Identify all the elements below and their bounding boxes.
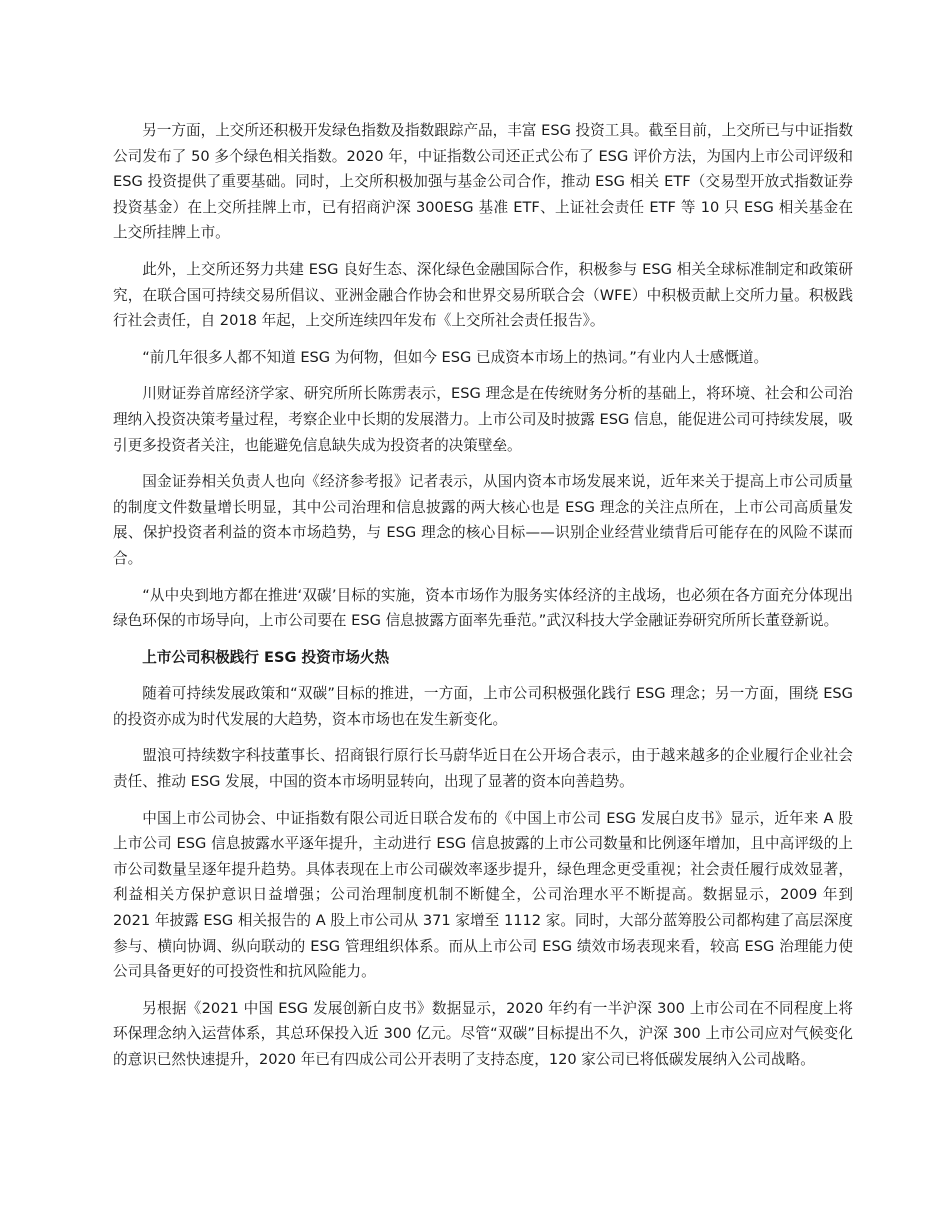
paragraph-chencai-comment: 川财证券首席经济学家、研究所所长陈雳表示，ESG 理念是在传统财务分析的基础上，将环境、社会和公司治理纳入投资决策考量过程，考察企业中长期的发展潜力。上市公司及时披露 ESG 信息，能促进公司可持续发展，吸引更多投资者关注，也能避免信息缺失成为投资者的决策壁垒。 [113, 385, 853, 454]
paragraph-guojin-comment: 国金证券相关负责人也向《经济参考报》记者表示，从国内资本市场发展来说，近年来关于提高上市公司质量的制度文件数量增长明显，其中公司治理和信息披露的两大核心也是 ESG 理念的关注点所在，上市公司高质量发展、保护投资者利益的资本市场趋势，与 ESG 理念的核心目标——识别企业经营业绩背后可能存在的风险不谋而合。 [113, 473, 853, 567]
paragraph-2021-white-paper: 另根据《2021 中国 ESG 发展创新白皮书》数据显示，2020 年约有一半沪深 300 上市公司在不同程度上将环保理念纳入运营体系，其总环保投入近 300 亿元。尽管“双碳”目标提出不久，沪深 300 上市公司应对气候变化的意识已然快速提升，2020 年已有四成公司公开表明了支持态度，120 家公司已将低碳发展纳入公司战略。 [113, 999, 853, 1068]
article-body [113, 118, 853, 1084]
section-heading: 上市公司积极践行 ESG 投资市场火热 [142, 648, 390, 666]
paragraph-white-paper: 中国上市公司协会、中证指数有限公司近日联合发布的《中国上市公司 ESG 发展白皮书》显示，近年来 A 股上市公司 ESG 信息披露水平逐年提升，主动进行 ESG 信息披露的上市公司数量和比例逐年增加，且中高评级的上市公司数量呈逐年提升趋势。具体表现在上市公司碳效率逐步提升，绿色理念更受重视；社会责任履行成效显著，利益相关方保护意识日益增强；公司治理制度机制不断健全，公司治理水平不断提高。数据显示，2009 年到 2021 年披露 ESG 相关报告的 A 股上市公司从 371 家增至 1112 家。同时，大部分蓝筹股公司都构建了高层深度参与、横向协调、纵向联动的 ESG 管理组织体系。而从上市公司 ESG 绩效市场表现来看，较高 ESG 治理能力使公司具备更好的可投资性和抗风险能力。 [113, 809, 853, 981]
paragraph-sse-green-index: 另一方面，上交所还积极开发绿色指数及指数跟踪产品，丰富 ESG 投资工具。截至目前，上交所已与中证指数公司发布了 50 多个绿色相关指数。2020 年，中证指数公司还正式公布了 ESG 评价方法，为国内上市公司评级和 ESG 投资提供了重要基础。同时，上交所积极加强与基金公司合作，推动 ESG 相关 ETF（交易型开放式指数证券投资基金）在上交所挂牌上市，已有招商沪深 300ESG 基准 ETF、上证社会责任 ETF 等 10 只 ESG 相关基金在上交所挂牌上市。 [113, 122, 853, 242]
paragraph-dong-dengxin-quote: “从中央到地方都在推进‘双碳’目标的实施，资本市场作为服务实体经济的主战场，也必须在各方面充分体现出绿色环保的市场导向，上市公司要在 ESG 信息披露方面率先垂范。”武汉科技大学金融证券研究所所长董登新说。 [113, 586, 853, 630]
paragraph-dual-carbon: 随着可持续发展政策和“双碳”目标的推进，一方面，上市公司积极强化践行 ESG 理念；另一方面，围绕 ESG 的投资亦成为时代发展的大趋势，资本市场也在发生新变化。 [113, 685, 853, 728]
paragraph-sse-esg-ecosystem: 此外，上交所还努力共建 ESG 良好生态、深化绿色金融国际合作，积极参与 ESG 相关全球标准制定和政策研究，在联合国可持续交易所倡议、亚洲金融合作协会和世界交易所联合会（WFE）中积极贡献上交所力量。积极践行社会责任，自 2018 年起，上交所连续四年发布《上交所社会责任报告》。 [113, 260, 853, 330]
paragraph-ma-weihua: 盟浪可持续数字科技董事长、招商银行原行长马蔚华近日在公开场合表示，由于越来越多的企业履行企业社会责任、推动 ESG 发展，中国的资本市场明显转向，出现了显著的资本向善趋势。 [113, 747, 853, 791]
paragraph-industry-quote: “前几年很多人都不知道 ESG 为何物，但如今 ESG 已成资本市场上的热词。”有业内人士感慨道。 [142, 348, 769, 366]
